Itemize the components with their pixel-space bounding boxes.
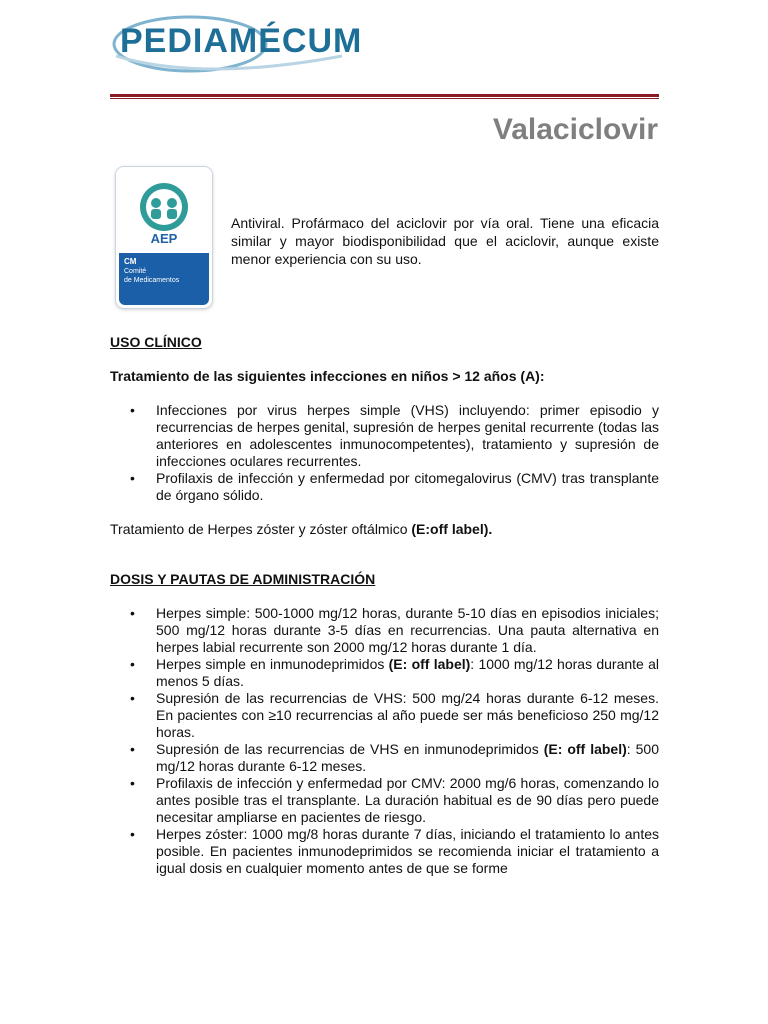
list-item xyxy=(110,741,659,775)
header-rule-top xyxy=(110,94,659,97)
off-label-note-text: Tratamiento de Herpes zóster y zóster oftálmico xyxy=(110,521,412,537)
dosis-list xyxy=(110,605,659,877)
badge-committee-line1: Comité xyxy=(124,268,147,275)
list-item: • Supresión de las recurrencias de VHS: 500 mg/24 horas durante 6-12 meses. En pacientes con ≥10 recurrencias al año puede ser más beneficioso 250 mg/12 horas. xyxy=(110,690,659,741)
uso-clinico-subheading: Tratamiento de las siguientes infecciones en niños > 12 años (A): xyxy=(110,368,545,384)
list-item xyxy=(110,656,659,690)
logo-text: PEDIAMÉCUM xyxy=(120,22,363,60)
list-item: • Herpes zóster: 1000 mg/8 horas durante 7 días, iniciando el tratamiento lo antes posible. En pacientes inmunodeprimidos se recomienda iniciar el tratamiento a igual dosis en cualquier momento antes de que se forme xyxy=(110,826,659,877)
item-tag: (E: off label) xyxy=(388,656,471,672)
section-heading-uso-clinico: USO CLÍNICO xyxy=(110,334,202,350)
aep-emblem-icon xyxy=(116,167,212,237)
aep-badge xyxy=(116,167,212,308)
item-text: Herpes simple en inmunodeprimidos xyxy=(156,656,389,672)
badge-cm: CM xyxy=(124,257,137,266)
uso-clinico-list xyxy=(110,402,659,504)
pediamecum-logo xyxy=(112,12,362,72)
list-item: • Infecciones por virus herpes simple (VHS) incluyendo: primer episodio y recurrencias de herpes genital, supresión de herpes genital recurrente (todas las anteriores en adolescentes inmunocompetentes), tratamiento y supresión de infecciones oculares recurrentes. xyxy=(110,402,659,470)
section-heading-dosis: DOSIS Y PAUTAS DE ADMINISTRACIÓN xyxy=(110,571,376,587)
item-tag: (E: off label) xyxy=(543,741,627,757)
off-label-note xyxy=(110,521,492,537)
item-text: Supresión de las recurrencias de VHS en inmunodeprimidos xyxy=(156,741,544,757)
header-rule-bottom xyxy=(110,98,659,99)
badge-acronym: AEP xyxy=(150,231,178,246)
drug-title: Valaciclovir xyxy=(492,113,658,146)
intro-paragraph: Antiviral. Profármaco del aciclovir por vía oral. Tiene una eficacia similar y mayor biodisponibilidad que el aciclovir, aunque existe menor experiencia con su uso. xyxy=(231,215,659,267)
list-item: • Herpes simple: 500-1000 mg/12 horas, durante 5-10 días en episodios iniciales; 500 mg/12 horas durante 3-5 días en recurrencias. Una pauta alternativa en herpes labial recurrente son 2000 mg/12 horas durante 1 día. xyxy=(110,605,659,656)
list-item: • Profilaxis de infección y enfermedad por citomegalovirus (CMV) tras transplante de órgano sólido. xyxy=(110,470,659,504)
list-item: • Profilaxis de infección y enfermedad por CMV: 2000 mg/6 horas, comenzando lo antes posible tras el transplante. La duración habitual es de 90 días pero puede necesitar ampliarse en pacientes de riesgo. xyxy=(110,775,659,826)
badge-committee-line2: de Medicamentos xyxy=(124,277,180,284)
item-text: : 500 mg/12 horas durante 6-12 meses. xyxy=(156,741,659,774)
off-label-note-tag: (E:off label). xyxy=(411,521,493,537)
item-text: : 1000 mg/12 horas durante al menos 5 días. xyxy=(156,656,659,689)
